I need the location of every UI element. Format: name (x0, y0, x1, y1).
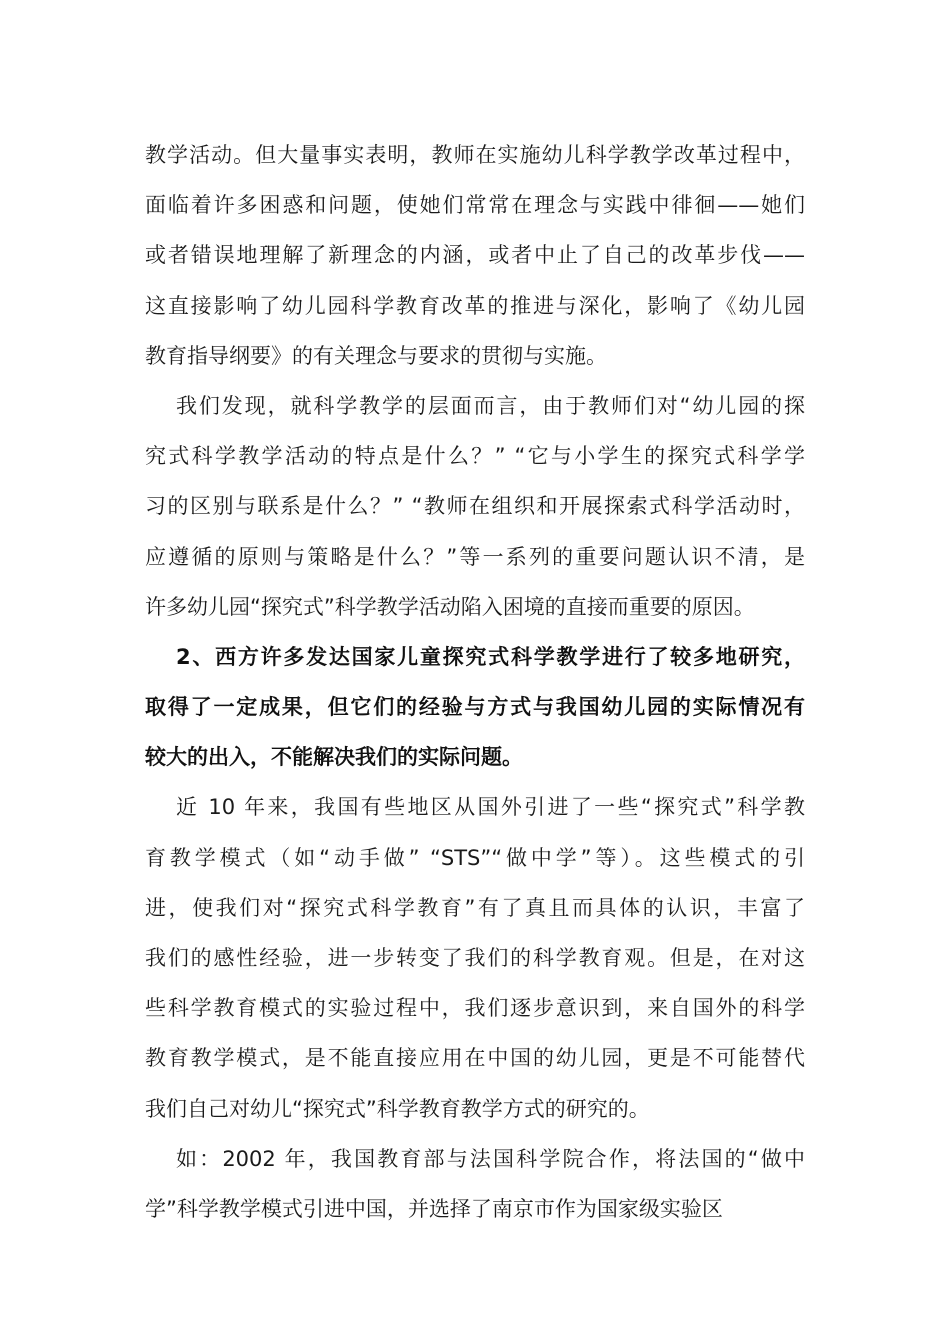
text-line: 育教学模式（如“动手做” “STS”“做中学”等）。这些模式的引 (145, 845, 805, 870)
text-line: 学”科学教学模式引进中国，并选择了南京市作为国家级实验区 (145, 1196, 723, 1221)
paragraph-3 (145, 782, 805, 1133)
text-line: 教学活动。但大量事实表明，教师在实施幼儿科学教学改革过程中， (145, 143, 805, 167)
heading-line: 取得了一定成果，但它们的经验与方式与我国幼儿园的实际情况有 (145, 695, 805, 720)
heading-line: 较大的出入，不能解决我们的实际问题。 (145, 745, 523, 770)
text-line: 许多幼儿园“探究式”科学教学活动陷入困境的直接而重要的原因。 (145, 594, 755, 619)
text-line: 进，使我们对“探究式科学教育”有了真且而具体的认识，丰富了 (145, 895, 805, 920)
document-page (145, 130, 805, 1234)
text-line: 我们的感性经验，进一步转变了我们的科学教育观。但是，在对这 (145, 946, 805, 970)
text-line: 我们发现，就科学教学的层面而言，由于教师们对“幼儿园的探 (176, 393, 805, 418)
paragraph-2 (145, 381, 805, 632)
paragraph-1 (145, 130, 805, 381)
text-line: 这直接影响了幼儿园科学教育改革的推进与深化，影响了《幼儿园 (145, 293, 805, 318)
text-line: 教育教学模式，是不能直接应用在中国的幼儿园，更是不可能替代 (145, 1046, 805, 1071)
text-line: 究式科学教学活动的特点是什么？” “它与小学生的探究式科学学 (145, 444, 805, 469)
text-line: 习的区别与联系是什么？” “教师在组织和开展探索式科学活动时， (145, 494, 805, 519)
text-line: 面临着许多困惑和问题，使她们常常在理念与实践中徘徊——她们 (145, 193, 805, 218)
paragraph-4 (145, 1134, 805, 1234)
text-line: 近 10 年来，我国有些地区从国外引进了一些“探究式”科学教 (176, 795, 805, 820)
section-heading-2 (145, 632, 805, 783)
text-line: 或者错误地理解了新理念的内涵，或者中止了自己的改革步伐—— (145, 243, 805, 268)
text-line: 我们自己对幼儿“探究式”科学教育教学方式的研究的。 (145, 1096, 650, 1121)
text-line: 如：2002 年，我国教育部与法国科学院合作，将法国的“做中 (176, 1146, 805, 1171)
heading-line: 2、西方许多发达国家儿童探究式科学教学进行了较多地研究， (176, 644, 805, 669)
text-line: 些科学教育模式的实验过程中，我们逐步意识到，来自国外的科学 (145, 996, 805, 1021)
text-line: 教育指导纲要》的有关理念与要求的贯彻与实施。 (145, 343, 607, 368)
text-line: 应遵循的原则与策略是什么？”等一系列的重要问题认识不清，是 (145, 544, 805, 569)
